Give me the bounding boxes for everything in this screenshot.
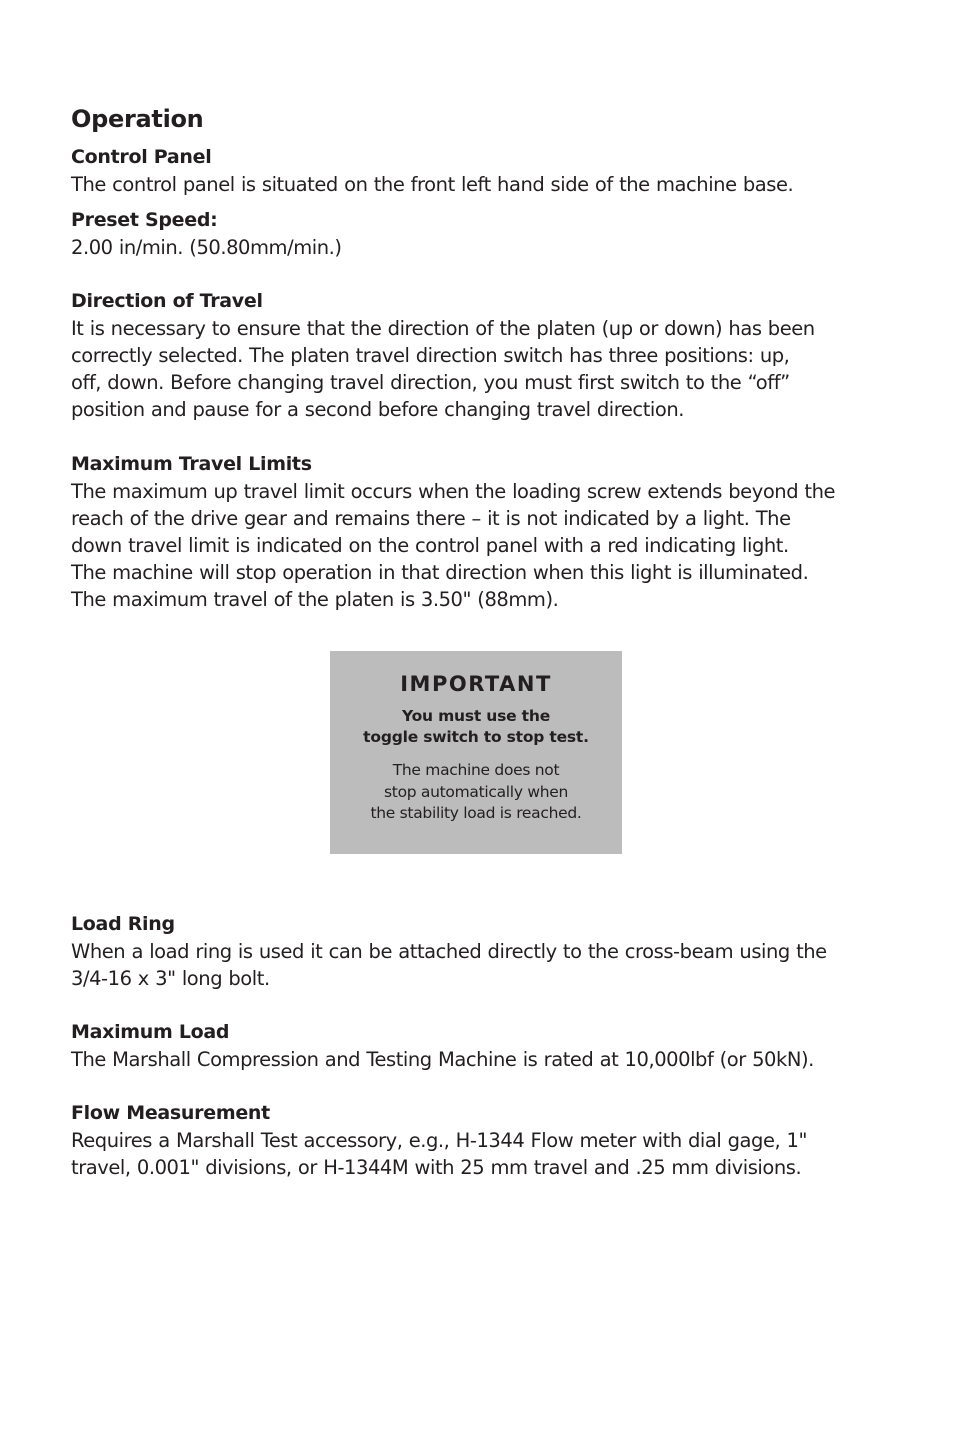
section-flow-measurement xyxy=(71,1100,901,1181)
section-body: The Marshall Compression and Testing Machine is rated at 10,000lbf (or 50kN). xyxy=(71,1048,814,1071)
important-callout xyxy=(330,651,622,854)
section-control-panel xyxy=(71,144,901,198)
callout-note: The machine does not stop automatically when the stability load is reached. xyxy=(370,761,582,822)
section-title: Maximum Travel Limits xyxy=(71,453,312,475)
section-maximum-load xyxy=(71,1019,901,1073)
section-body: It is necessary to ensure that the direction of the platen (up or down) has been correctly selected. The platen travel direction switch has three positions: up, off, down. Before changing travel direction, you must first switch to the “off” position and pause for a second before changing travel direction. xyxy=(71,317,815,421)
section-body: The maximum up travel limit occurs when the loading screw extends beyond the reach of the drive gear and remains there – it is not indicated by a light. The down travel limit is indicated on the control panel with a red indicating light. The machine will stop operation in that direction when this light is illuminated. The maximum travel of the platen is 3.50" (88mm). xyxy=(71,480,836,611)
section-maximum-travel-limits xyxy=(71,451,901,613)
section-load-ring xyxy=(71,911,901,992)
section-title: Load Ring xyxy=(71,913,175,935)
section-body: The control panel is situated on the front left hand side of the machine base. xyxy=(71,173,794,196)
section-body: When a load ring is used it can be attached directly to the cross-beam using the 3/4-16 x 3" long bolt. xyxy=(71,940,827,990)
section-body: Requires a Marshall Test accessory, e.g., H-1344 Flow meter with dial gage, 1" travel, 0.001" divisions, or H-1344M with 25 mm travel and .25 mm divisions. xyxy=(71,1129,807,1179)
callout-title: IMPORTANT xyxy=(400,672,552,696)
section-direction-of-travel xyxy=(71,288,901,423)
section-title: Flow Measurement xyxy=(71,1102,270,1124)
section-preset-speed xyxy=(71,207,901,261)
section-body: 2.00 in/min. (50.80mm/min.) xyxy=(71,236,342,259)
section-title: Control Panel xyxy=(71,146,212,168)
callout-warning: You must use the toggle switch to stop test. xyxy=(363,707,589,746)
page-title: Operation xyxy=(71,105,204,133)
section-title: Direction of Travel xyxy=(71,290,263,312)
section-title: Maximum Load xyxy=(71,1021,230,1043)
section-title: Preset Speed: xyxy=(71,209,218,231)
